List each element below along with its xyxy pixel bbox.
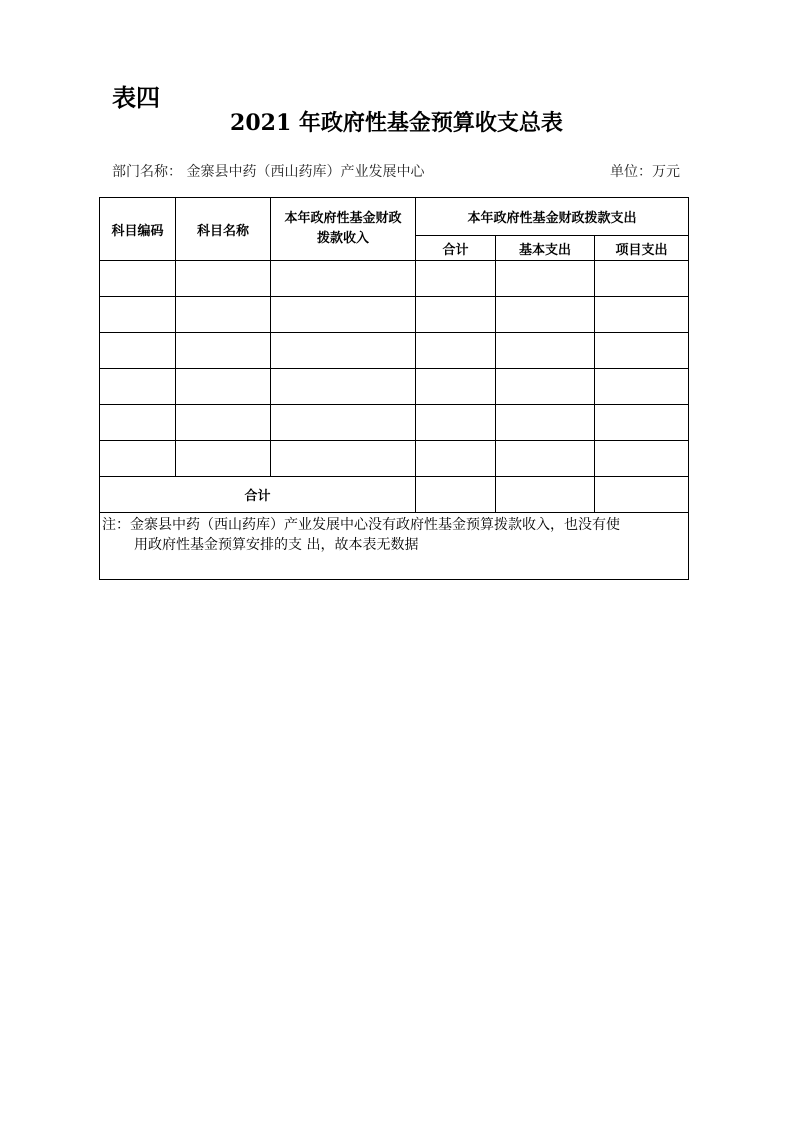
- total-cell: [416, 477, 496, 513]
- table-cell: [271, 441, 416, 477]
- total-row: [100, 477, 689, 513]
- table-cell: [100, 333, 176, 369]
- table-cell: [176, 405, 271, 441]
- header-basic-expense: 基本支出: [496, 236, 595, 261]
- note-line-2: 用政府性基金预算安排的支 出，故本表无数据: [134, 537, 419, 553]
- table-cell: [496, 333, 595, 369]
- table-cell: [271, 297, 416, 333]
- unit-label: 单位：万元: [610, 164, 680, 180]
- table-cell: [176, 297, 271, 333]
- header-subject-name: 科目名称: [176, 198, 271, 261]
- total-label: 合计: [100, 477, 416, 513]
- table-cell: [176, 261, 271, 297]
- table-number-label: 表四: [112, 84, 160, 112]
- header-expense-group: 本年政府性基金财政拨款支出: [416, 198, 689, 236]
- table-cell: [496, 297, 595, 333]
- header-project-expense: 项目支出: [595, 236, 689, 261]
- table-row: [100, 441, 689, 477]
- table-cell: [496, 261, 595, 297]
- table-cell: [100, 405, 176, 441]
- table-cell: [100, 297, 176, 333]
- table-row: [100, 261, 689, 297]
- table-row: [100, 297, 689, 333]
- table-cell: [496, 369, 595, 405]
- page-title: 2021 年政府性基金预算收支总表: [230, 110, 563, 136]
- table-cell: [416, 441, 496, 477]
- table-cell: [416, 405, 496, 441]
- table-cell: [496, 441, 595, 477]
- table-cell: [595, 369, 689, 405]
- table-row: [100, 405, 689, 441]
- table-cell: [100, 369, 176, 405]
- table-cell: [271, 405, 416, 441]
- table-cell: [595, 405, 689, 441]
- table-cell: [496, 405, 595, 441]
- table-cell: [595, 441, 689, 477]
- table-cell: [100, 261, 176, 297]
- table-row: [100, 333, 689, 369]
- table-note: [100, 513, 689, 580]
- table-cell: [271, 369, 416, 405]
- table-cell: [416, 261, 496, 297]
- table-cell: [271, 333, 416, 369]
- header-subject-code: 科目编码: [100, 198, 176, 261]
- table-cell: [595, 261, 689, 297]
- table-cell: [176, 369, 271, 405]
- table-cell: [416, 369, 496, 405]
- total-cell: [496, 477, 595, 513]
- table-cell: [176, 441, 271, 477]
- total-cell: [595, 477, 689, 513]
- table-cell: [271, 261, 416, 297]
- table-cell: [416, 333, 496, 369]
- budget-table: [99, 197, 689, 580]
- table-row: [100, 369, 689, 405]
- table-cell: [595, 333, 689, 369]
- header-expense-total: 合计: [416, 236, 496, 261]
- note-line-1: 注：金寨县中药（西山药库）产业发展中心没有政府性基金预算拨款收入，也没有使: [102, 517, 620, 533]
- table-cell: [176, 333, 271, 369]
- table-cell: [416, 297, 496, 333]
- table-cell: [100, 441, 176, 477]
- table-cell: [595, 297, 689, 333]
- header-income: 本年政府性基金财政拨款收入: [271, 198, 416, 261]
- department-name: 部门名称： 金寨县中药（西山药库）产业发展中心: [112, 164, 425, 180]
- note-row: [100, 513, 689, 580]
